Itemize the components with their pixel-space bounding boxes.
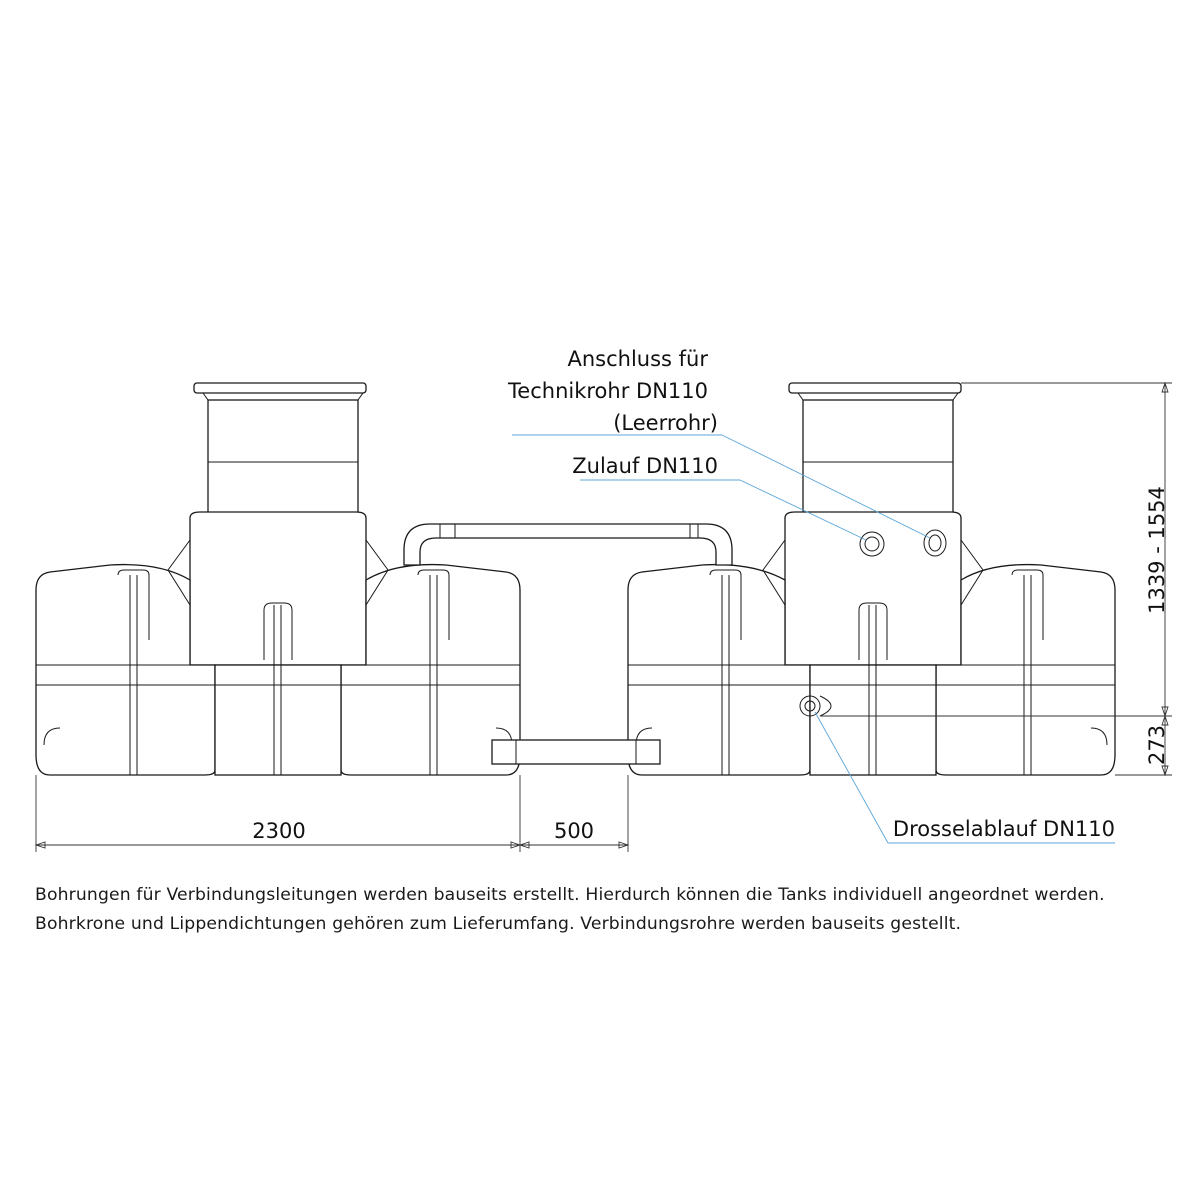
dim-tank-width: 2300 — [252, 819, 306, 843]
dim-gap: 500 — [553, 819, 595, 843]
right-body-right — [936, 565, 1115, 775]
left-shaft-cover — [194, 383, 366, 393]
label-anschluss-2: Technikrohr DN110 — [508, 379, 708, 403]
right-shaft-cover — [789, 383, 961, 393]
left-body-left — [36, 565, 215, 775]
left-tank — [36, 383, 520, 775]
label-anschluss-3: (Leerrohr) — [613, 411, 718, 435]
dim-height-total: 1339 - 1554 — [1145, 486, 1169, 614]
right-shaft — [803, 400, 953, 514]
left-shaft — [208, 400, 358, 514]
label-zulauf: Zulauf DN110 — [572, 454, 718, 478]
installation-note — [35, 881, 1170, 939]
left-dome — [190, 512, 366, 665]
label-drossel: Drosselablauf DN110 — [892, 817, 1115, 841]
dim-height-outlet: 273 — [1145, 724, 1169, 766]
note-line-2: Bohrkrone und Lippendichtungen gehören zum Lieferumfang. Verbindungsrohre werden bauseits gestellt. — [35, 914, 962, 934]
note-line-1: Bohrungen für Verbindungsleitungen werden bauseits erstellt. Hierdurch können die Tanks individuell angeordnet werden. — [35, 885, 1105, 905]
label-anschluss-1: Anschluss für — [567, 347, 708, 371]
